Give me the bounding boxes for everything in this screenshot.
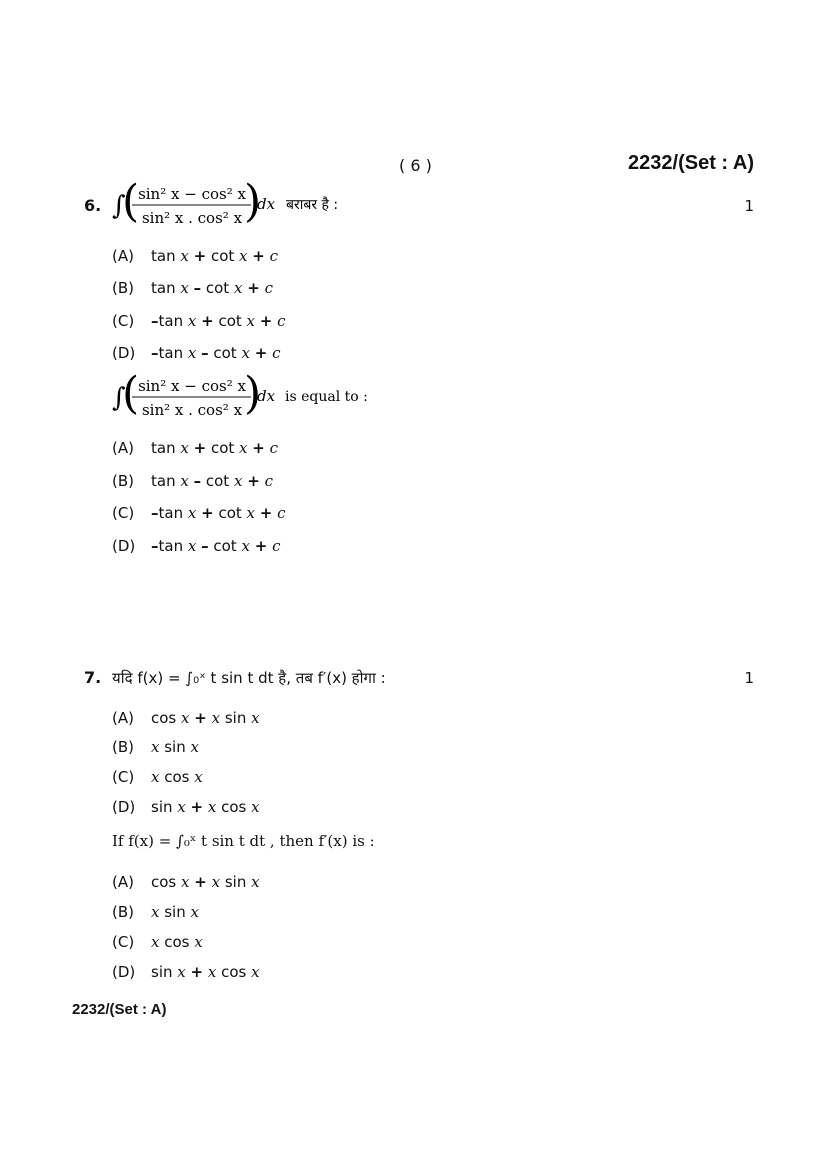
fraction-numerator: sin² x − cos² x xyxy=(138,185,246,203)
option-label: (C) xyxy=(112,504,135,522)
left-paren: ( xyxy=(122,370,140,419)
q6-english-option-a: (A) tan x + cot x + c xyxy=(112,439,279,457)
page-number: ( 6 ) xyxy=(399,156,432,175)
option-label: (A) xyxy=(112,247,134,265)
option-label: (D) xyxy=(112,963,136,981)
left-paren: ( xyxy=(122,178,140,227)
q7-hindi-option-b: (B) x sin x xyxy=(112,738,199,756)
q7-english-option-c: (C) x cos x xyxy=(112,933,203,951)
right-paren: ) xyxy=(244,178,262,227)
english-suffix: is equal to : xyxy=(285,389,368,405)
q7-english-option-a: (A) cos x + x sin x xyxy=(112,873,260,891)
question-7-english-stem: If f(x) = ∫₀ˣ t sin t dt , then f′(x) is : xyxy=(112,832,375,850)
option-label: (A) xyxy=(112,709,134,727)
option-label: (B) xyxy=(112,472,134,490)
option-label: (A) xyxy=(112,873,134,891)
option-label: (C) xyxy=(112,312,135,330)
option-label: (D) xyxy=(112,344,136,362)
question-6-hindi-expression xyxy=(108,178,388,234)
option-label: (C) xyxy=(112,933,135,951)
integral-sign: ∫ xyxy=(112,383,126,413)
integral-sign: ∫ xyxy=(112,191,126,221)
q6-hindi-option-c: (C) –tan x + cot x + c xyxy=(112,312,286,330)
option-label: (A) xyxy=(112,439,134,457)
option-label: (C) xyxy=(112,768,135,786)
q6-hindi-option-a: (A) tan x + cot x + c xyxy=(112,247,279,265)
q6-english-option-c: (C) –tan x + cot x + c xyxy=(112,504,286,522)
fraction-denominator: sin² x . cos² x xyxy=(141,209,243,227)
q6-english-option-b: (B) tan x – cot x + c xyxy=(112,472,273,490)
fraction-numerator: sin² x − cos² x xyxy=(138,377,246,395)
question-6-english-expression xyxy=(108,370,398,426)
q7-english-option-d: (D) sin x + x cos x xyxy=(112,963,260,981)
q6-hindi-option-d: (D) –tan x – cot x + c xyxy=(112,344,281,362)
question-7-hindi-stem: यदि f(x) = ∫₀ˣ t sin t dt है, तब f′(x) होगा : xyxy=(112,669,386,687)
option-label: (B) xyxy=(112,738,134,756)
paper-code-header: 2232/(Set : A) xyxy=(628,152,754,174)
option-label: (B) xyxy=(112,903,134,921)
question-6-marks: 1 xyxy=(744,197,754,215)
q6-english-option-d: (D) –tan x – cot x + c xyxy=(112,537,281,555)
differential: dx xyxy=(257,387,276,405)
option-label: (D) xyxy=(112,537,136,555)
q7-english-option-b: (B) x sin x xyxy=(112,903,199,921)
question-7-number: 7. xyxy=(84,668,102,687)
right-paren: ) xyxy=(244,370,262,419)
option-label: (D) xyxy=(112,798,136,816)
question-6-number: 6. xyxy=(84,196,102,215)
q7-hindi-option-c: (C) x cos x xyxy=(112,768,203,786)
hindi-suffix: बराबर है : xyxy=(286,197,339,213)
question-7-marks: 1 xyxy=(744,669,754,687)
differential: dx xyxy=(257,195,276,213)
q6-hindi-option-b: (B) tan x – cot x + c xyxy=(112,279,273,297)
paper-code-footer: 2232/(Set : A) xyxy=(72,1001,167,1018)
fraction-denominator: sin² x . cos² x xyxy=(141,401,243,419)
option-label: (B) xyxy=(112,279,134,297)
q7-hindi-option-d: (D) sin x + x cos x xyxy=(112,798,260,816)
q7-hindi-option-a: (A) cos x + x sin x xyxy=(112,709,260,727)
